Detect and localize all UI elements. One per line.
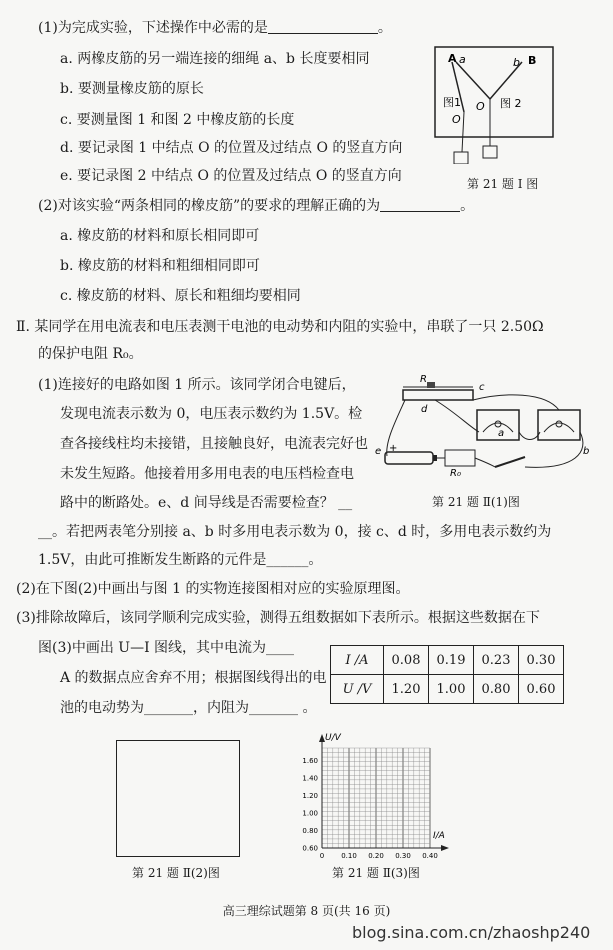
q2-option-c: c. 橡皮筋的材料、原长和粗细均要相同 bbox=[60, 288, 301, 304]
table-cell: 0.30 bbox=[519, 646, 564, 675]
table-cell: 0.80 bbox=[474, 675, 519, 704]
x-tick-label: 0.30 bbox=[395, 852, 411, 860]
fig1-caption: 第 21 题 Ⅰ 图 bbox=[467, 177, 539, 191]
label-R: R bbox=[420, 374, 427, 385]
y-tick-label: 1.00 bbox=[302, 809, 318, 818]
label-A: A bbox=[448, 52, 457, 65]
p1-line5: 路中的断路处。e、d 间导线是否需要检查？ __ bbox=[60, 495, 353, 511]
ui-graph[interactable] bbox=[285, 730, 460, 865]
y-tick-label: 1.60 bbox=[302, 757, 318, 765]
y-tick-label: 1.20 bbox=[302, 792, 318, 800]
label-fig1: 图1 bbox=[443, 96, 461, 109]
y-tick-label: 0.80 bbox=[302, 827, 318, 835]
table-cell: 0.60 bbox=[519, 675, 564, 704]
y-tick-label: 1.40 bbox=[302, 774, 318, 783]
fig2-caption: 第 21 题 Ⅱ(1)图 bbox=[432, 495, 520, 509]
p1-line2: 发现电流表示数为 0，电压表示数约为 1.5V。检 bbox=[60, 406, 363, 422]
label-b-circuit: b bbox=[583, 446, 590, 457]
label-d: d bbox=[421, 404, 428, 415]
label-e: e bbox=[375, 446, 382, 457]
table-cell: 1.20 bbox=[384, 675, 429, 704]
q1-option-a: a. 两橡皮筋的另一端连接的细绳 a、b 长度要相同 bbox=[60, 51, 370, 67]
p1-line3: 查各接线柱均未接错，且接触良好，电流表完好也 bbox=[60, 436, 368, 452]
q1-option-d: d. 要记录图 1 中结点 O 的位置及过结点 O 的竖直方向 bbox=[60, 140, 403, 156]
table-cell: 1.00 bbox=[429, 675, 474, 704]
label-a-circuit: a bbox=[498, 428, 505, 439]
circuit-figure bbox=[375, 372, 600, 490]
q1-option-c: c. 要测量图 1 和图 2 中橡皮筋的长度 bbox=[60, 112, 295, 128]
x-tick-label: 0 bbox=[319, 852, 325, 860]
label-plus: + bbox=[389, 443, 398, 454]
q2-option-a: a. 橡皮筋的材料和原长相同即可 bbox=[60, 228, 260, 244]
fig3-caption: 第 21 题 Ⅱ(2)图 bbox=[132, 866, 220, 880]
label-O1: O bbox=[452, 113, 461, 126]
data-table bbox=[330, 645, 564, 704]
graph-grid bbox=[322, 748, 430, 848]
p1-line1: (1)连接好的电路如图 1 所示。该同学闭合电键后， bbox=[38, 377, 356, 393]
p2-line: (2)在下图(2)中画出与图 1 的实物连接图相对应的实验原理图。 bbox=[16, 581, 410, 597]
q2-stem: (2)对该实验“两条相同的橡皮筋”的要求的理解正确的为 。 bbox=[38, 198, 475, 214]
table-row-voltage bbox=[331, 675, 564, 704]
table-cell: 0.23 bbox=[474, 646, 519, 675]
x-tick-label: 0.10 bbox=[341, 852, 357, 860]
label-c: c bbox=[479, 382, 485, 393]
p1-line4: 未发生短路。他接着用多用电表的电压档检查电 bbox=[60, 466, 354, 482]
p3-line4: 池的电动势为_______，内阻为_______ 。 bbox=[60, 700, 317, 716]
page-footer: 高三理综试题第 8 页(共 16 页) bbox=[222, 904, 391, 918]
table-cell: 0.08 bbox=[384, 646, 429, 675]
table-head-I: I /A bbox=[331, 646, 384, 675]
p3-line3: A 的数据点应舍弃不用；根据图线得出的电 bbox=[60, 670, 327, 686]
label-O2: O bbox=[476, 100, 485, 113]
q1-answer-blank[interactable] bbox=[268, 19, 378, 34]
label-fig2: 图 2 bbox=[500, 97, 522, 110]
rubber-band-figure bbox=[430, 44, 560, 164]
y-tick-label: 0.60 bbox=[302, 844, 318, 853]
p1-line6: __。若把两表笔分别接 a、b 时多用电表示数为 0，接 c、d 时，多用电表示数约为 bbox=[38, 524, 552, 540]
label-R0: R₀ bbox=[450, 468, 461, 479]
p3-line1: (3)排除故障后，该同学顺利完成实验，测得五组数据如下表所示。根据这些数据在下 bbox=[16, 610, 540, 626]
graph-caption: 第 21 题 Ⅱ(3)图 bbox=[332, 866, 420, 880]
label-a: a bbox=[459, 53, 466, 66]
table-cell: 0.19 bbox=[429, 646, 474, 675]
graph-ylabel: U/V bbox=[325, 733, 341, 743]
x-tick-label: 0.20 bbox=[368, 852, 384, 860]
q2-option-b: b. 橡皮筋的材料和粗细相同即可 bbox=[60, 258, 260, 274]
label-b: b bbox=[513, 56, 520, 69]
table-head-U: U /V bbox=[331, 675, 384, 704]
graph-xlabel: I/A bbox=[433, 831, 445, 841]
circuit-drawing-box[interactable] bbox=[116, 740, 240, 857]
watermark: blog.sina.com.cn/zhaoshp240 bbox=[352, 923, 591, 942]
p1-line7: 1.5V，由此可推断发生断路的元件是______。 bbox=[38, 552, 323, 568]
q2-answer-blank[interactable] bbox=[380, 197, 460, 212]
p3-line2: 图(3)中画出 U—I 图线，其中电流为____ bbox=[38, 640, 295, 656]
x-tick-label: 0.40 bbox=[422, 852, 438, 860]
q1-option-e: e. 要记录图 2 中结点 O 的位置及过结点 O 的竖直方向 bbox=[60, 168, 402, 184]
label-B: B bbox=[528, 54, 537, 67]
partII-line2: 的保护电阻 R₀。 bbox=[38, 346, 143, 362]
table-row-current bbox=[331, 646, 564, 675]
q1-option-b: b. 要测量橡皮筋的原长 bbox=[60, 81, 204, 97]
partII-line1: Ⅱ. 某同学在用电流表和电压表测干电池的电动势和内阻的实验中，串联了一只 2.50Ω bbox=[16, 319, 544, 335]
q1-stem: (1)为完成实验，下述操作中必需的是 。 bbox=[38, 20, 392, 36]
